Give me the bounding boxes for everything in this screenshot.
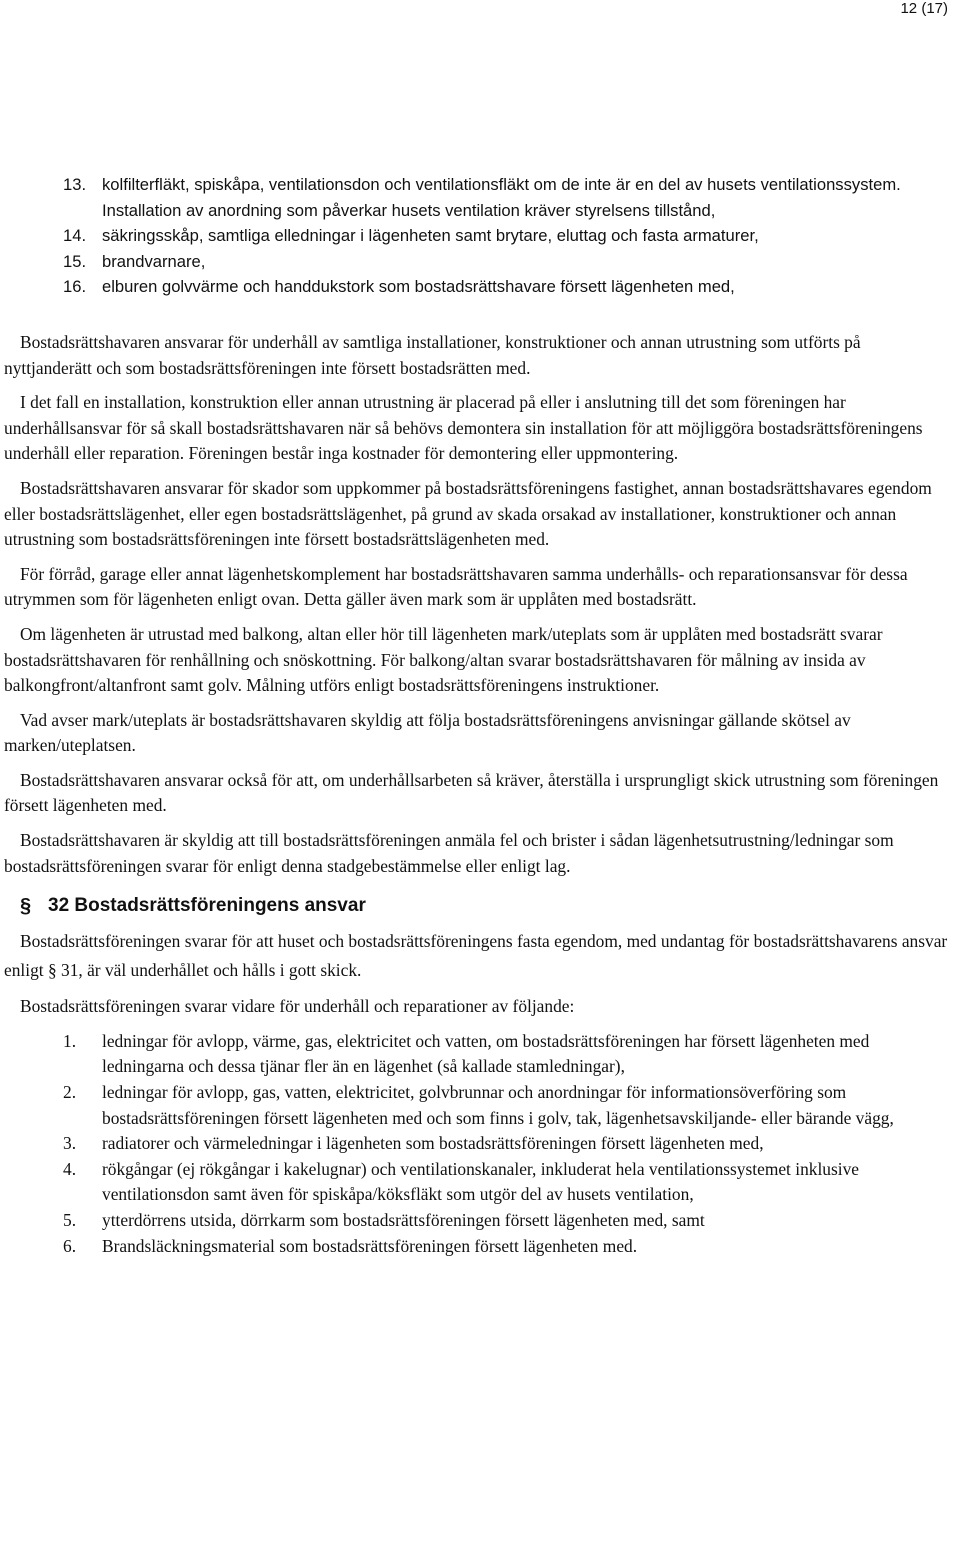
list-item bbox=[4, 274, 952, 300]
list-item bbox=[4, 172, 952, 223]
paragraph: Vad avser mark/uteplats är bostadsrättshavaren skyldig att följa bostadsrättsföreningens anvisningar gällande skötsel av marken/uteplatsen. bbox=[4, 709, 851, 756]
paragraph: Om lägenheten är utrustad med balkong, altan eller hör till lägenheten mark/uteplats som är upplåten med bostadsrätt svarar bostadsrättshavaren för renhållning och snöskottning. För balkong/altan svarar bostadsrättshavaren för målning av insida av balkongfront/altanfront samt golv. Målning utförs enligt bostadsrättsföreningens instruktioner. bbox=[4, 623, 883, 696]
list-item-text: ledningar för avlopp, gas, vatten, elektricitet, golvbrunnar och anordningar för informationsöverföring som bostadsrättsföreningen försett lägenheten med och som finns i golv, tak, lägenhetsavskiljande- eller bärande vägg, bbox=[102, 1082, 894, 1128]
list-item-text: radiatorer och värmeledningar i lägenheten som bostadsrättsföreningen försett lägenheten med, bbox=[102, 1133, 764, 1154]
list-item-number: 13. bbox=[63, 175, 87, 194]
list-item-text: Brandsläckningsmaterial som bostadsrättsföreningen försett lägenheten med. bbox=[102, 1235, 638, 1256]
paragraph: Bostadsrättshavaren ansvarar för underhåll av samtliga installationer, konstruktioner och annan utrustning som utförts på nyttjanderätt och som bostadsrättsföreningen inte försett bostadsrätten med. bbox=[4, 331, 861, 378]
list-item-text: kolfilterfläkt, spiskåpa, ventilationsdon och ventilationsfläkt om de inte är en del av husets ventilationssystem. Installation av anordning som påverkar husets ventilation kräver styrelsens tillstånd, bbox=[102, 175, 901, 220]
paragraph: Bostadsrättsföreningen svarar vidare för underhåll och reparationer av följande: bbox=[20, 996, 575, 1017]
list-item bbox=[4, 1157, 952, 1208]
list-item bbox=[4, 249, 952, 275]
responsibility-list-continued bbox=[4, 172, 952, 300]
list-item-number: 14. bbox=[63, 226, 87, 246]
list-item-number: 1. bbox=[63, 1030, 77, 1051]
list-item bbox=[4, 1208, 952, 1234]
list-item-text: ytterdörrens utsida, dörrkarm som bostadsrättsföreningen försett lägenheten med, samt bbox=[102, 1210, 705, 1230]
section-heading bbox=[4, 893, 952, 919]
list-item-number: 16. bbox=[63, 277, 87, 297]
list-item-text: ledningar för avlopp, värme, gas, elektricitet och vatten, om bostadsrättsföreningen har försett lägenheten med ledningarna och dessa tjänar fler än en lägenhet (så kallade stamledningar), bbox=[102, 1030, 870, 1077]
list-item bbox=[4, 223, 952, 249]
list-item-number: 15. bbox=[63, 251, 87, 271]
list-item bbox=[4, 1029, 952, 1080]
section-heading-text: 32 Bostadsrättsföreningens ansvar bbox=[48, 895, 366, 917]
list-item-number: 5. bbox=[63, 1210, 77, 1230]
section-symbol-icon: § bbox=[20, 895, 32, 918]
document-body bbox=[4, 172, 952, 1259]
list-item-number: 6. bbox=[63, 1235, 77, 1256]
paragraph: Bostadsrättshavaren ansvarar också för att, om underhållsarbeten så kräver, återställa i ursprungligt skick utrustning som föreningen försett lägenheten med. bbox=[4, 769, 939, 816]
list-item-number: 2. bbox=[63, 1082, 77, 1103]
association-responsibility-list bbox=[4, 1029, 952, 1259]
list-item-text: säkringsskåp, samtliga elledningar i lägenheten samt brytare, eluttag och fasta armaturer, bbox=[102, 226, 759, 246]
list-item-number: 3. bbox=[63, 1133, 77, 1154]
list-item-text: rökgångar (ej rökgångar i kakelugnar) och ventilationskanaler, inkluderat hela ventilationssystemet inklusive ventilationsdon samt även för spiskåpa/köksfläkt som utgör del av husets ventilation, bbox=[102, 1158, 860, 1205]
paragraph: Bostadsrättsföreningen svarar för att huset och bostadsrättsföreningens fasta egendom, med undantag för bostadsrättshavarens ansvar enligt § 31, är väl underhållet och hålls i gott skick. bbox=[4, 931, 948, 981]
paragraph: För förråd, garage eller annat lägenhetskomplement har bostadsrättshavaren samma underhålls- och reparationsansvar för dessa utrymmen som för lägenheten enligt ovan. Detta gäller även mark som är upplåten med bostadsrätt. bbox=[4, 563, 908, 610]
list-item bbox=[4, 1080, 952, 1131]
paragraph: I det fall en installation, konstruktion eller annan utrustning är placerad på eller i anslutning till det som föreningen har underhållsansvar för så skall bostadsrättshavaren när så behövs demontera sin installation för att möjliggöra bostadsrättsföreningens underhåll eller reparation. Föreningen består inga kostnader för demontering eller uppmontering. bbox=[4, 392, 923, 464]
list-item-text: brandvarnare, bbox=[102, 251, 206, 271]
paragraph: Bostadsrättshavaren ansvarar för skador som uppkommer på bostadsrättsföreningens fastighet, annan bostadsrättshavares egendom eller bostadsrättslägenhet, eller egen bostadsrättslägenhet, på grund av skada orsakad av installationer, konstruktioner och annan utrustning som bostadsrättsföreningen inte försett bostadsrättslägenheten med. bbox=[4, 477, 932, 550]
list-item-text: elburen golvvärme och handdukstork som bostadsrättshavare försett lägenheten med, bbox=[102, 277, 735, 297]
list-item bbox=[4, 1131, 952, 1157]
list-item-number: 4. bbox=[63, 1158, 77, 1179]
page-number: 12 (17) bbox=[900, 0, 948, 17]
list-item bbox=[4, 1234, 952, 1260]
paragraph: Bostadsrättshavaren är skyldig att till bostadsrättsföreningen anmäla fel och brister i sådan lägenhetsutrustning/ledningar som bostadsrättsföreningen svarar för enligt denna stadgebestämmelse eller enligt lag. bbox=[4, 830, 894, 876]
